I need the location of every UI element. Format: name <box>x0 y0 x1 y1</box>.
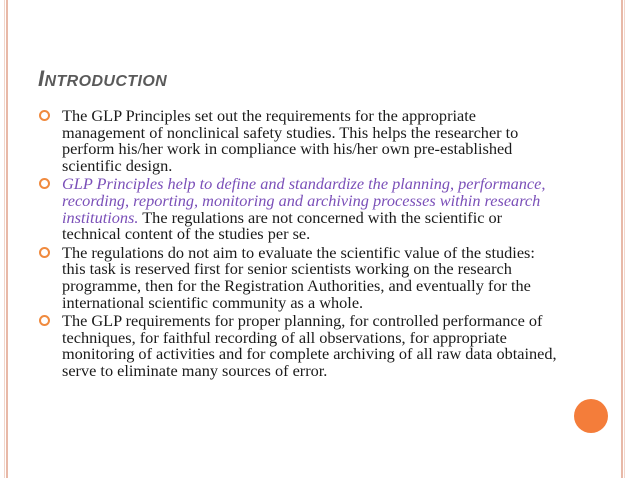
bullet-ring-icon <box>39 247 50 258</box>
left-rule <box>4 0 5 478</box>
bullet-ring-icon <box>39 178 50 189</box>
bullet-accent-text: GLP Principles help to define and standardize the planning, performance, recording, reporting, monitoring and archiving processes within research institutions. <box>62 174 546 227</box>
bullet-text: The GLP requirements for proper planning, for controlled performance of techniques, for faithful recording of all observations, for appropriate monitoring of activities and for complete archiving of all raw data obtained, serve to eliminate many sources of error. <box>62 311 557 380</box>
bullet-text: The GLP Principles set out the requirements for the appropriate management of nonclinical safety studies. This helps the researcher to perform his/her work in compliance with his/her own pre-established scientific design. <box>62 106 519 175</box>
bullet-text: The regulations do not aim to evaluate the scientific value of the studies: this task is reserved first for senior scientists working on the research programme, then for the Registration Authorities, and eventually for the international scientific community as a whole. <box>62 242 535 312</box>
slide-title <box>38 66 167 92</box>
bullet-item <box>38 108 558 174</box>
bullet-list <box>38 108 558 382</box>
bullet-text: The regulations are not concerned with the scientific or technical content of the studies per se. <box>62 207 503 244</box>
bullet-item <box>38 242 558 312</box>
bullet-ring-icon <box>39 110 50 121</box>
bullet-item <box>38 313 558 379</box>
bullet-ring-icon <box>39 315 50 326</box>
right-rule <box>624 0 625 478</box>
title-first-letter: I <box>38 66 45 91</box>
orange-circle-decoration <box>574 399 608 433</box>
bullet-item <box>38 176 558 242</box>
title-rest: NTRODUCTION <box>44 73 168 90</box>
